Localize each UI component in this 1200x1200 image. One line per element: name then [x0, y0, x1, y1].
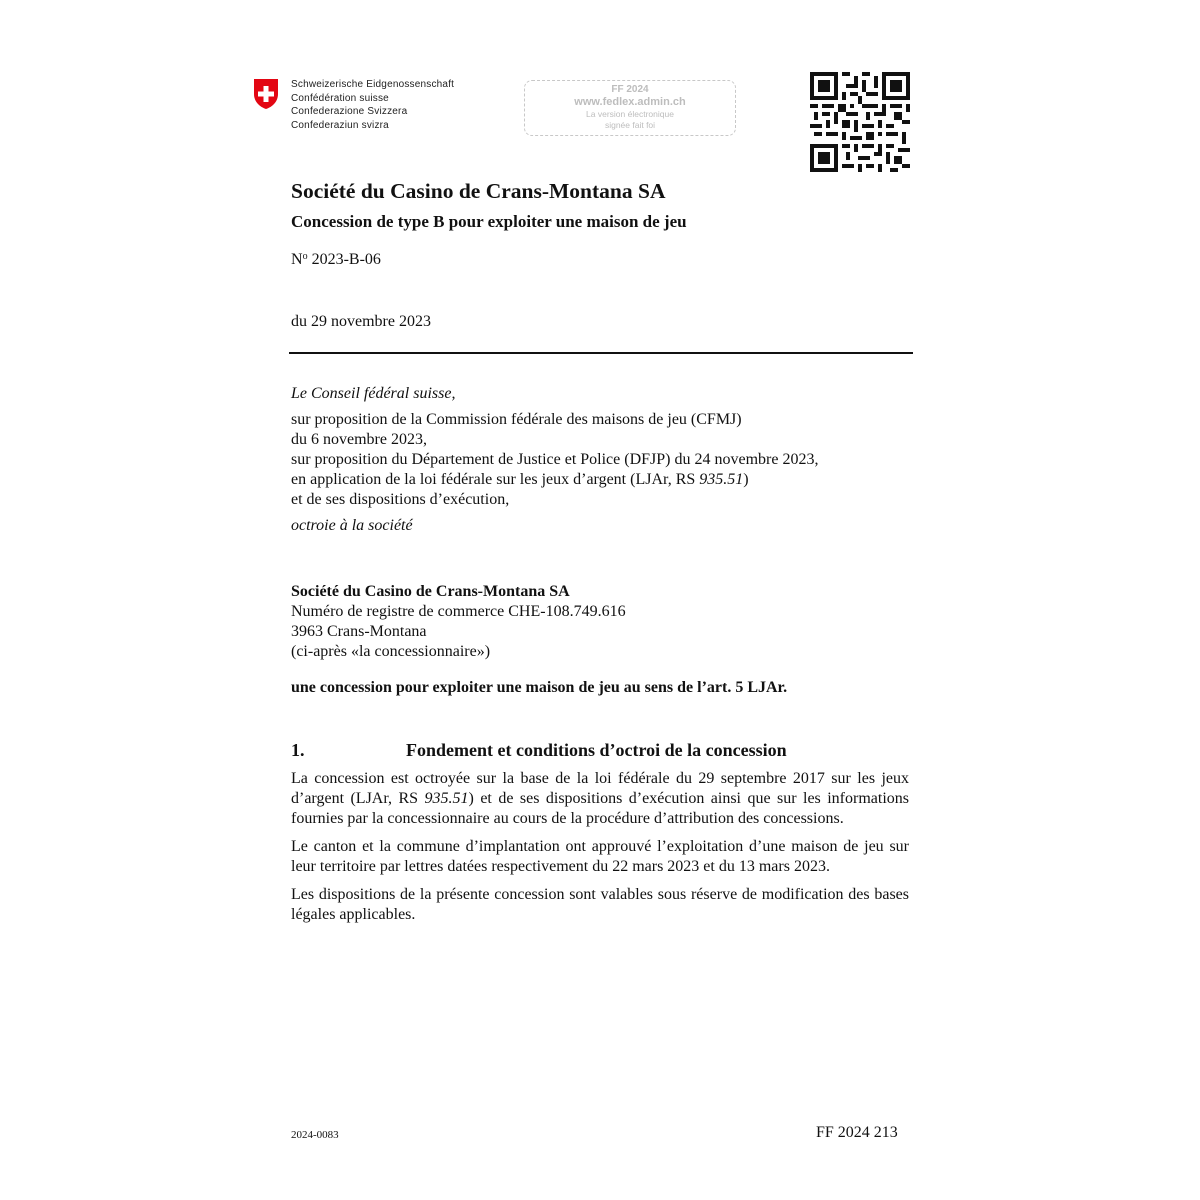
company-address: 3963 Crans-Montana	[291, 623, 427, 640]
stamp-line-2: www.fedlex.admin.ch	[574, 96, 686, 108]
confederation-names	[291, 78, 454, 132]
document-subtitle: Concession de type B pour exploiter une maison de jeu	[291, 212, 687, 231]
number-prefix: N	[291, 251, 303, 268]
preamble-line-3: sur proposition du Département de Justice et Police (DFJP) du 24 novembre 2023,	[291, 451, 819, 468]
law-line-start: en application de la loi fédérale sur les jeux d’argent (LJAr, RS	[291, 471, 700, 488]
company-name: Société du Casino de Crans-Montana SA	[291, 583, 570, 600]
law-reference: 935.51	[699, 471, 744, 488]
p1-end: ) et de ses dispositions d’exécution ainsi que sur les informations fournies par la concessionnaire au cours de la procédure d’attribution des concessions.	[291, 790, 910, 827]
section-1-number: 1.	[291, 740, 305, 760]
law-line-end: )	[743, 471, 749, 488]
fedlex-stamp	[524, 80, 736, 136]
number-sup: o	[302, 251, 308, 262]
confederation-line-it: Confederazione Svizzera	[291, 106, 408, 117]
confederation-line-fr: Confédération suisse	[291, 92, 389, 104]
grant-statement: une concession pour exploiter une maison de jeu au sens de l’art. 5 LJAr.	[291, 679, 788, 696]
preamble-line-2: du 6 novembre 2023,	[291, 431, 427, 448]
p1-start: La concession est octroyée sur la base de la loi fédérale du 29 septembre 2017 sur les jeux d’argent (LJAr, RS	[291, 770, 909, 807]
preamble-last-line: et de ses dispositions d’exécution,	[291, 491, 510, 508]
stamp-line-4: signée fait foi	[604, 119, 656, 130]
company-register: Numéro de registre de commerce CHE-108.749.616	[291, 603, 626, 620]
title-divider	[289, 352, 913, 354]
preamble-law-line	[291, 470, 931, 490]
confederation-line-rm: Confederaziun svizra	[291, 119, 389, 131]
qr-code-icon	[810, 72, 910, 172]
footer-document-id: 2024-0083	[291, 1129, 339, 1141]
document-number	[291, 251, 381, 269]
section-1-heading: Fondement et conditions d’octroi de la concession	[406, 740, 787, 760]
preamble-line-1: sur proposition de la Commission fédérale des maisons de jeu (CFMJ)	[291, 411, 742, 428]
p1-law-reference: 935.51	[424, 790, 469, 807]
footer-page-reference: FF 2024 213	[816, 1124, 898, 1141]
swiss-crest-icon	[253, 78, 279, 110]
company-block	[291, 582, 626, 662]
document-date: du 29 novembre 2023	[291, 313, 431, 330]
document-title: Société du Casino de Crans-Montana SA	[291, 179, 666, 203]
section-1-body	[291, 769, 909, 933]
section-1-paragraph-2: Le canton et la commune d’implantation ont approuvé l’exploitation d’une maison de jeu sur leur territoire par lettres datées respectivement du 22 mars 2023 et du 13 mars 2023.	[291, 838, 909, 875]
confederation-line-de: Schweizerische Eidgenossenschaft	[291, 79, 455, 90]
stamp-line-3: La version électronique	[586, 109, 674, 119]
preamble-authority: Le Conseil fédéral suisse,	[291, 385, 456, 402]
stamp-line-1: FF 2024	[611, 84, 649, 95]
number-value: 2023-B-06	[311, 251, 381, 268]
section-1-paragraph-1	[291, 769, 909, 829]
company-alias: (ci-après «la concessionnaire»)	[291, 643, 491, 660]
preamble-grants-to: octroie à la société	[291, 517, 413, 534]
section-1-paragraph-3: Les dispositions de la présente concession sont valables sous réserve de modification des bases légales applicables.	[291, 886, 909, 923]
preamble	[291, 384, 931, 536]
